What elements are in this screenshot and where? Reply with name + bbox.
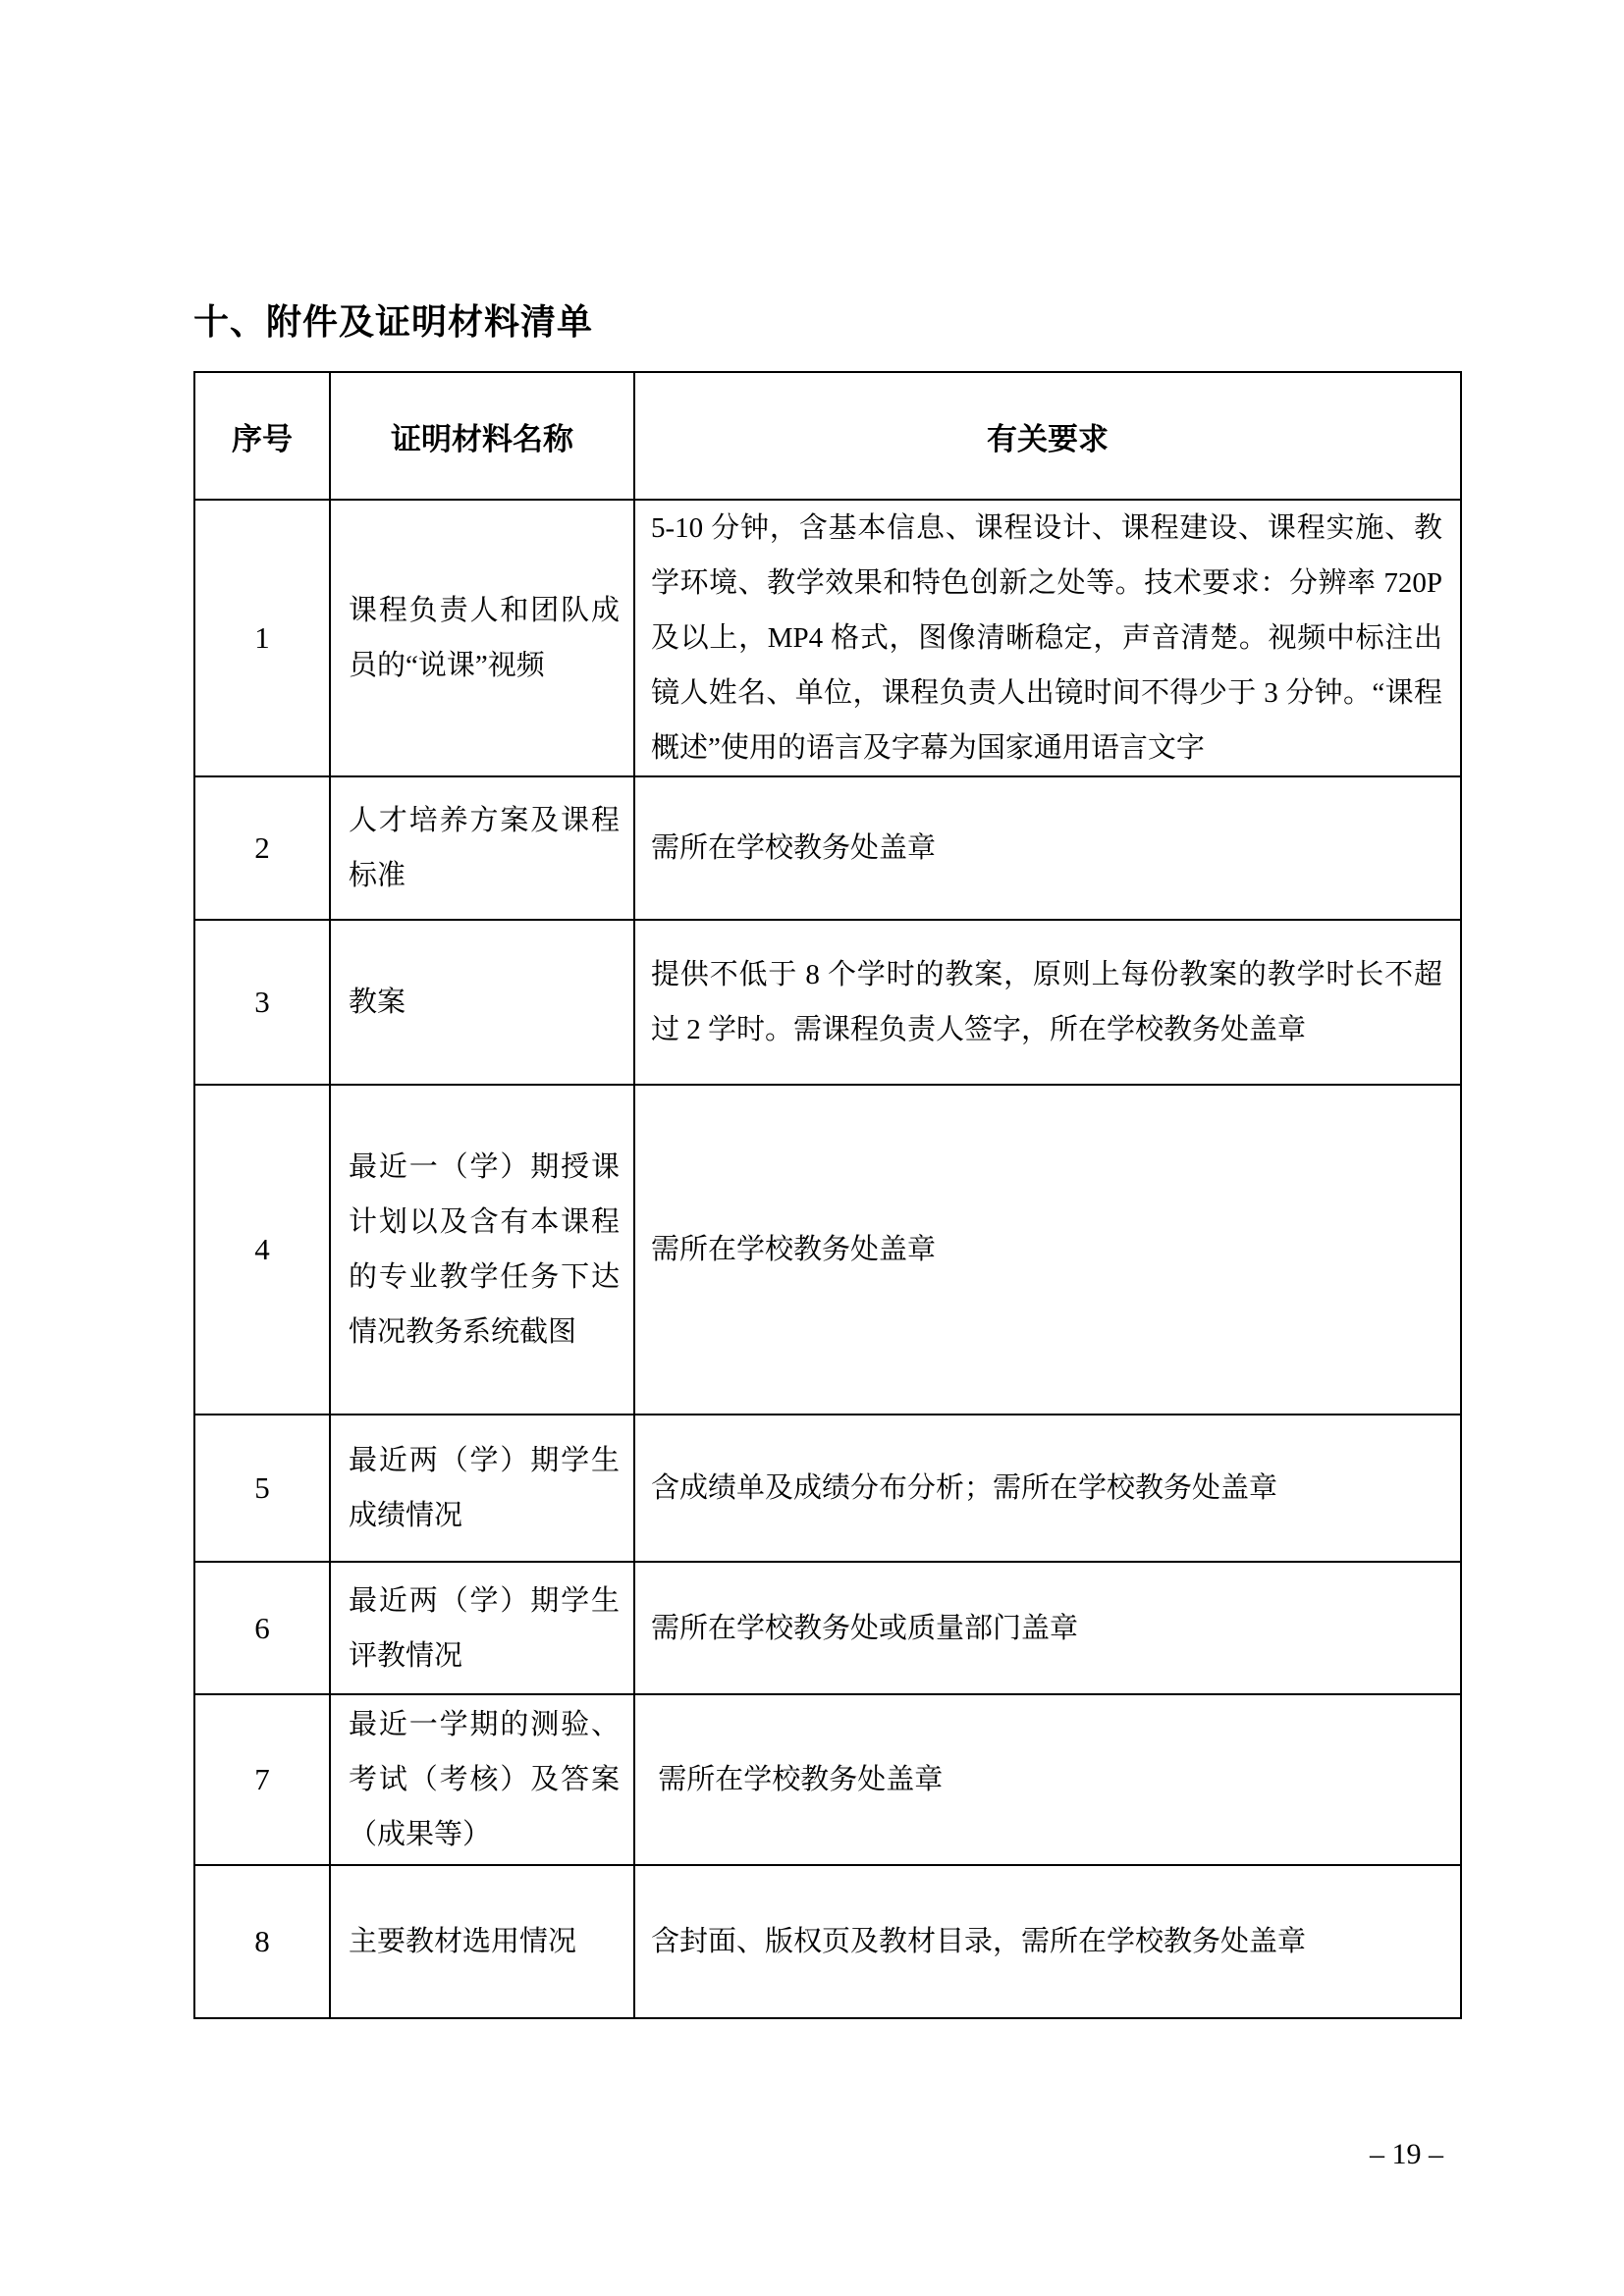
material-name: 最近两（学）期学生成绩情况 bbox=[330, 1415, 634, 1562]
material-requirement: 含成绩单及成绩分布分析；需所在学校教务处盖章 bbox=[634, 1415, 1461, 1562]
row-number: 2 bbox=[194, 776, 330, 920]
row-number: 3 bbox=[194, 920, 330, 1085]
row-number: 8 bbox=[194, 1865, 330, 2018]
material-name: 课程负责人和团队成员的“说课”视频 bbox=[330, 500, 634, 776]
table-body bbox=[194, 500, 1461, 2018]
material-requirement: 提供不低于 8 个学时的教案，原则上每份教案的教学时长不超过 2 学时。需课程负责人签字，所在学校教务处盖章 bbox=[634, 920, 1461, 1085]
table-row bbox=[194, 1865, 1461, 2018]
col-header-requirement: 有关要求 bbox=[634, 372, 1461, 500]
materials-table bbox=[193, 371, 1462, 2019]
table-row bbox=[194, 1694, 1461, 1865]
col-header-material-name: 证明材料名称 bbox=[330, 372, 634, 500]
material-requirement: 需所在学校教务处盖章 bbox=[634, 776, 1461, 920]
material-name: 最近一（学）期授课计划以及含有本课程的专业教学任务下达情况教务系统截图 bbox=[330, 1085, 634, 1415]
material-requirement: 含封面、版权页及教材目录，需所在学校教务处盖章 bbox=[634, 1865, 1461, 2018]
row-number: 4 bbox=[194, 1085, 330, 1415]
page-title: 十、附件及证明材料清单 bbox=[193, 301, 594, 342]
table-row bbox=[194, 1415, 1461, 1562]
material-name: 人才培养方案及课程标准 bbox=[330, 776, 634, 920]
table-header-row bbox=[194, 372, 1461, 500]
table-row bbox=[194, 776, 1461, 920]
row-number: 5 bbox=[194, 1415, 330, 1562]
material-name: 最近两（学）期学生评教情况 bbox=[330, 1562, 634, 1694]
material-requirement: 需所在学校教务处盖章 bbox=[634, 1085, 1461, 1415]
table-row bbox=[194, 1085, 1461, 1415]
col-header-no: 序号 bbox=[194, 372, 330, 500]
table-row bbox=[194, 920, 1461, 1085]
material-name: 主要教材选用情况 bbox=[330, 1865, 634, 2018]
row-number: 6 bbox=[194, 1562, 330, 1694]
material-name: 教案 bbox=[330, 920, 634, 1085]
row-number: 1 bbox=[194, 500, 330, 776]
page-number: – 19 – bbox=[1370, 2138, 1443, 2170]
material-requirement: 需所在学校教务处盖章 bbox=[634, 1694, 1461, 1865]
material-name: 最近一学期的测验、考试（考核）及答案（成果等） bbox=[330, 1694, 634, 1865]
table-row bbox=[194, 500, 1461, 776]
material-requirement: 需所在学校教务处或质量部门盖章 bbox=[634, 1562, 1461, 1694]
material-requirement: 5-10 分钟，含基本信息、课程设计、课程建设、课程实施、教学环境、教学效果和特色创新之处等。技术要求：分辨率 720P 及以上，MP4 格式，图像清晰稳定，声音清楚。视频中标注出镜人姓名、单位，课程负责人出镜时间不得少于 3 分钟。“课程概述”使用的语言及字幕为国家通用语言文字 bbox=[634, 500, 1461, 776]
row-number: 7 bbox=[194, 1694, 330, 1865]
table-row bbox=[194, 1562, 1461, 1694]
